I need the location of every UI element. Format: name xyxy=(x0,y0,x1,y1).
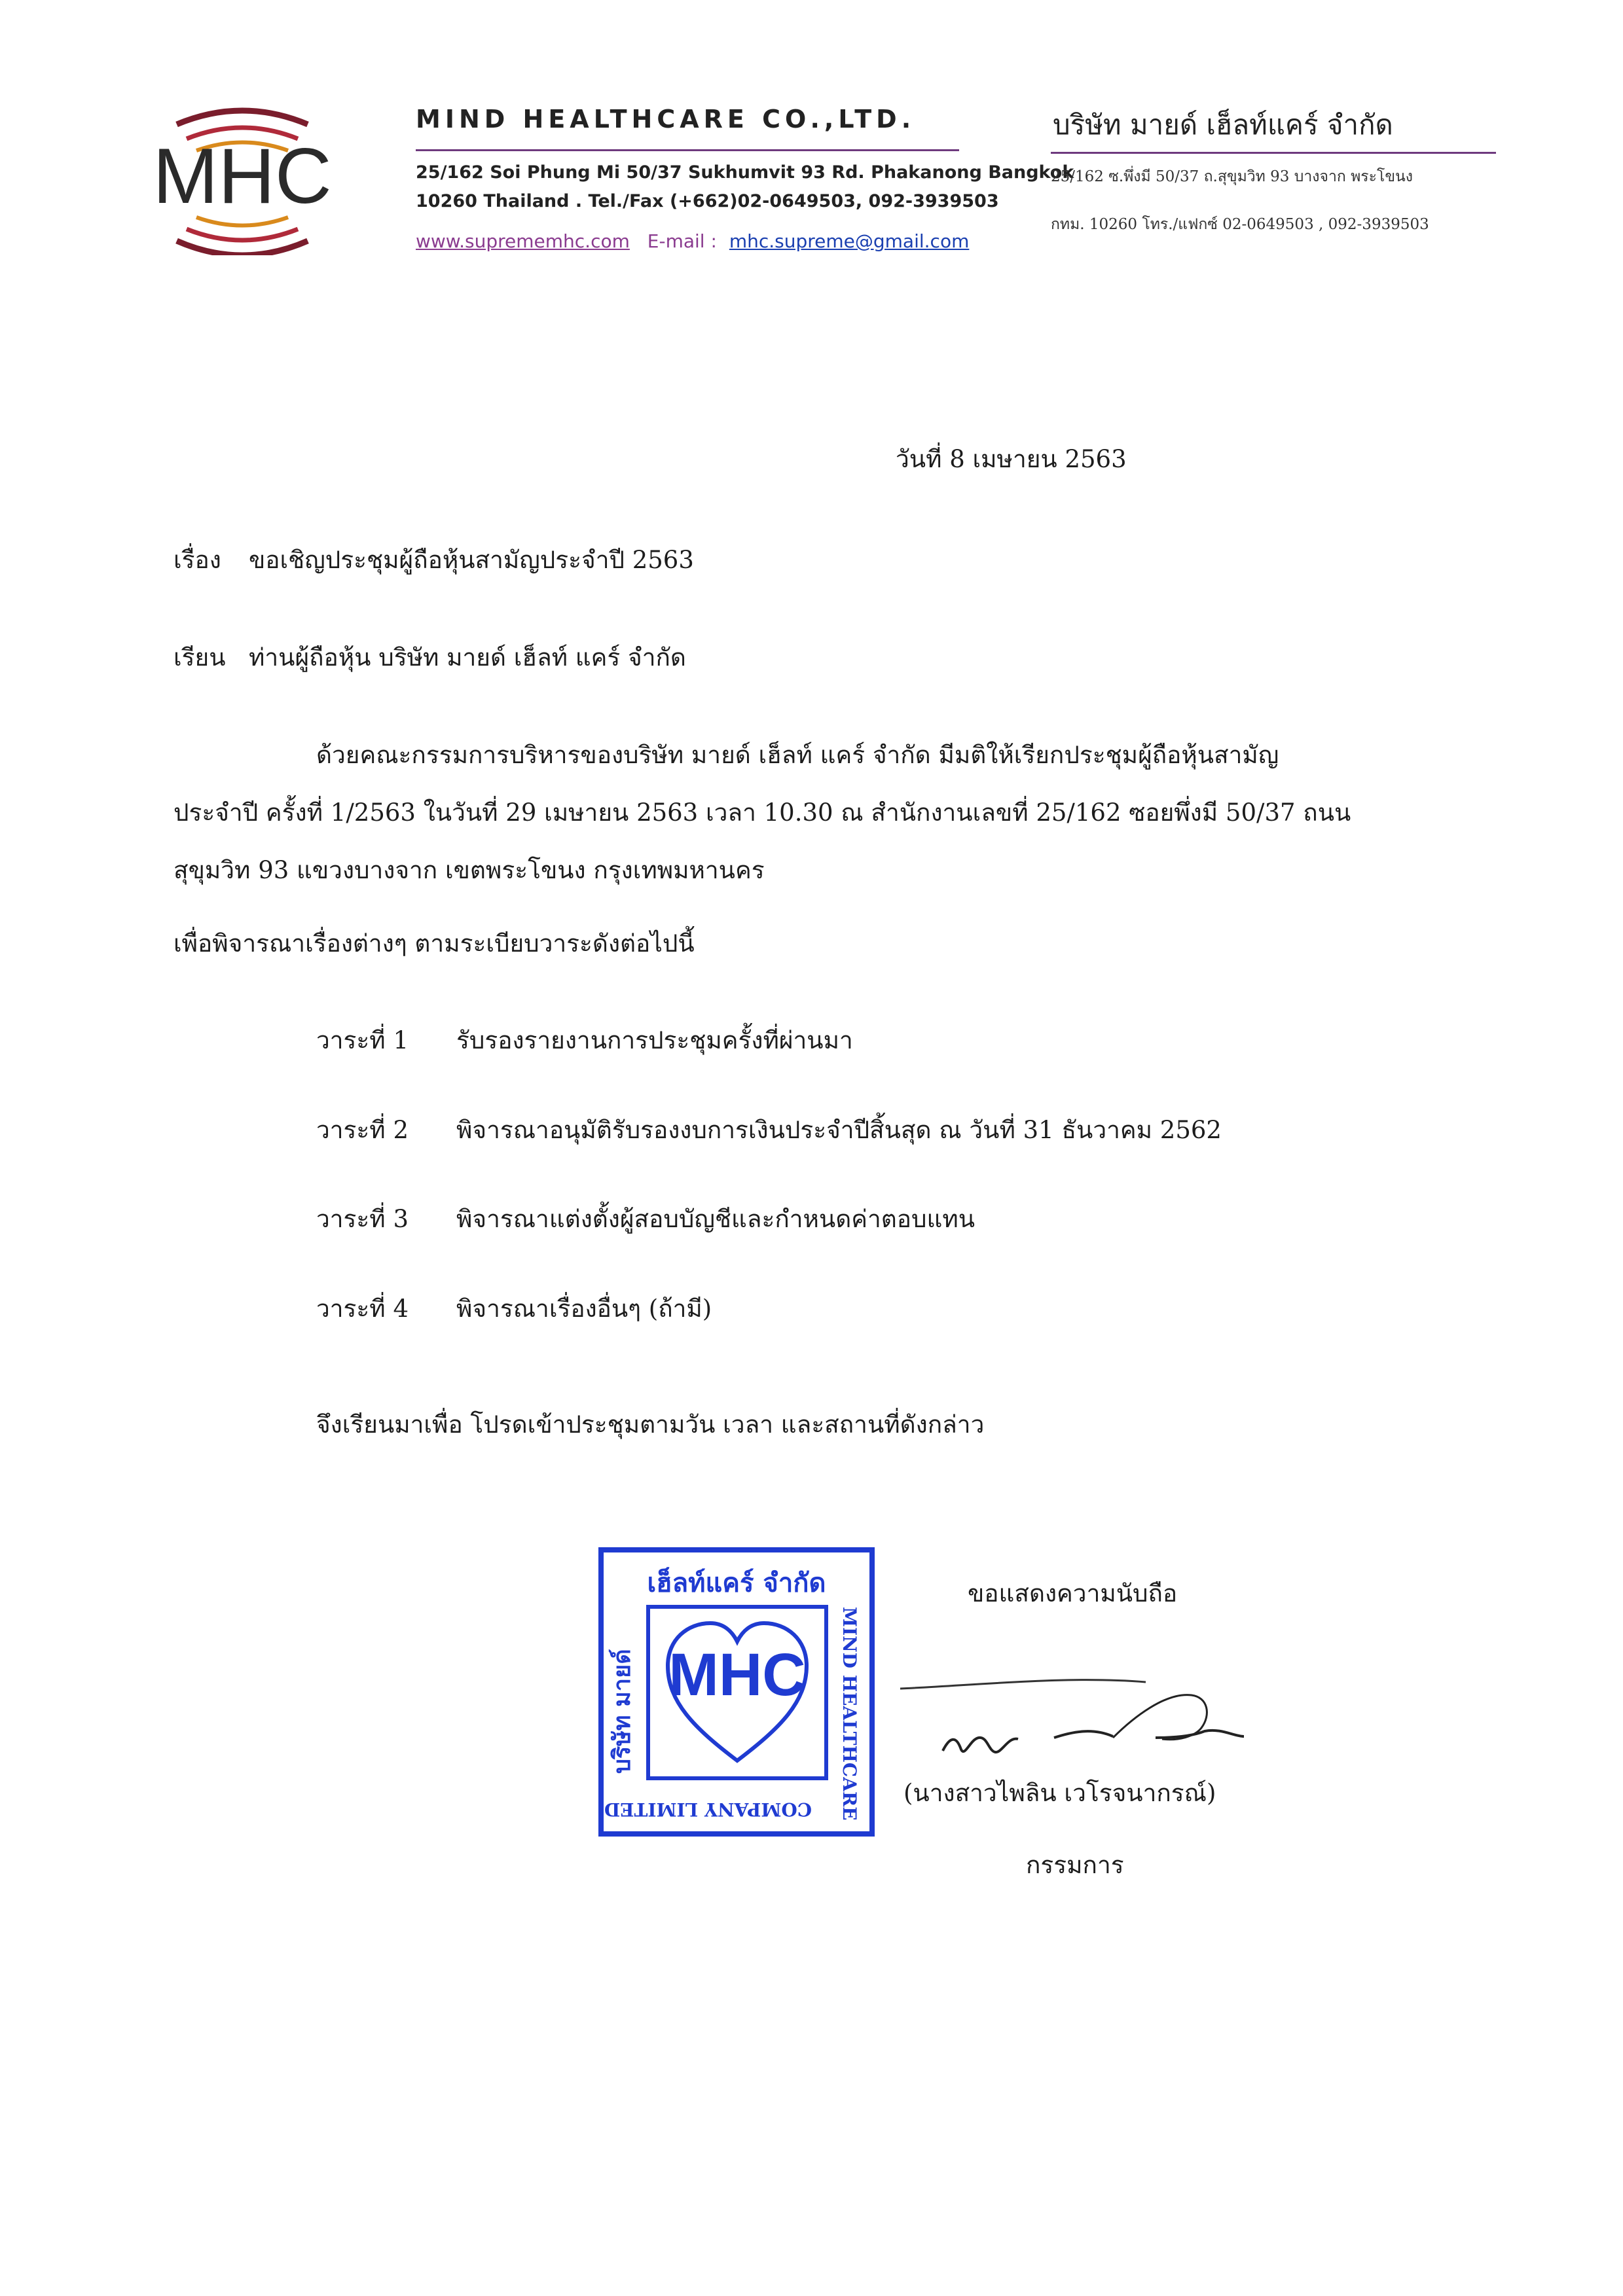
signature-mark xyxy=(897,1666,1329,1777)
signer-title: กรรมการ xyxy=(1026,1851,1124,1879)
company-name-en: MIND HEALTHCARE CO.,LTD. xyxy=(416,105,916,134)
agenda-label: วาระที่ 3 xyxy=(316,1205,409,1233)
address-th-line1: 25/162 ซ.พึ่งมี 50/37 ถ.สุขุมวิท 93 บางจาก พระโขนง xyxy=(1051,168,1413,185)
body-paragraph-line: สุขุมวิท 93 แขวงบางจาก เขตพระโขนง กรุงเทพมหานคร xyxy=(173,856,765,884)
body-paragraph-line: ประจำปี ครั้งที่ 1/2563 ในวันที่ 29 เมษายน 2563 เวลา 10.30 ณ สำนักงานเลขที่ 25/162 ซอยพึ่งมี 50/37 ถนน xyxy=(173,798,1351,827)
company-name-th: บริษัท มายด์ เฮ็ลท์แคร์ จำกัด xyxy=(1053,109,1393,141)
agenda-text: พิจารณาอนุมัติรับรองงบการเงินประจำปีสิ้นสุด ณ วันที่ 31 ธันวาคม 2562 xyxy=(456,1116,1222,1144)
recipient-text: ท่านผู้ถือหุ้น บริษัท มายด์ เฮ็ลท์ แคร์ จำกัด xyxy=(249,643,686,672)
stamp-bottom-text: COMPANY LIMITED xyxy=(604,1799,812,1820)
email-label: E-mail : xyxy=(647,230,717,252)
email-link[interactable]: mhc.supreme@gmail.com xyxy=(729,230,970,252)
divider xyxy=(1051,152,1496,154)
closing-sentence: จึงเรียนมาเพื่อ โปรดเข้าประชุมตามวัน เวลา และสถานที่ดังกล่าว xyxy=(316,1410,985,1439)
agenda-text: รับรองรายงานการประชุมครั้งที่ผ่านมา xyxy=(456,1026,853,1054)
agenda-label: วาระที่ 1 xyxy=(316,1026,409,1054)
recipient-label: เรียน xyxy=(173,643,226,672)
contact-line xyxy=(416,230,969,252)
logo-text: MHC xyxy=(153,132,332,220)
body-paragraph-line: ด้วยคณะกรรมการบริหารของบริษัท มายด์ เฮ็ลท์ แคร์ จำกัด มีมติให้เรียกประชุมผู้ถือหุ้นสามัญ xyxy=(316,741,1279,769)
divider xyxy=(416,149,959,151)
agenda-label: วาระที่ 2 xyxy=(316,1116,409,1144)
signer-name: (นางสาวไพลิน เวโรจนากรณ์) xyxy=(903,1779,1216,1807)
body-paragraph-line: เพื่อพิจารณาเรื่องต่างๆ ตามระเบียบวาระดังต่อไปนี้ xyxy=(173,929,695,958)
agenda-label: วาระที่ 4 xyxy=(316,1295,409,1323)
agenda-text: พิจารณาเรื่องอื่นๆ (ถ้ามี) xyxy=(456,1295,712,1323)
subject-label: เรื่อง xyxy=(173,546,221,574)
stamp-top-text: เฮ็ลท์แคร์ จำกัด xyxy=(647,1568,826,1598)
address-en-line1: 25/162 Soi Phung Mi 50/37 Sukhumvit 93 Rd. Phakanong Bangkok xyxy=(416,162,1074,183)
stamp-right-text: MIND HEALTHCARE xyxy=(839,1607,860,1821)
agenda-text: พิจารณาแต่งตั้งผู้สอบบัญชีและกำหนดค่าตอบแทน xyxy=(456,1205,976,1233)
regards-text: ขอแสดงความนับถือ xyxy=(968,1579,1178,1607)
website-link[interactable]: www.suprememhc.com xyxy=(416,230,630,252)
stamp-left-text: บริษัท มายด์ xyxy=(609,1649,636,1774)
address-th-line2: กทม. 10260 โทร./แฟกซ์ 02-0649503 , 092-3939503 xyxy=(1051,216,1429,233)
address-en-line2: 10260 Thailand . Tel./Fax (+662)02-0649503, 092-3939503 xyxy=(416,191,999,211)
letter-date: วันที่ 8 เมษายน 2563 xyxy=(896,445,1127,473)
subject-text: ขอเชิญประชุมผู้ถือหุ้นสามัญประจำปี 2563 xyxy=(249,546,694,574)
stamp-center-text: MHC xyxy=(668,1641,806,1708)
company-stamp xyxy=(596,1545,877,1839)
mhc-logo xyxy=(98,98,386,255)
